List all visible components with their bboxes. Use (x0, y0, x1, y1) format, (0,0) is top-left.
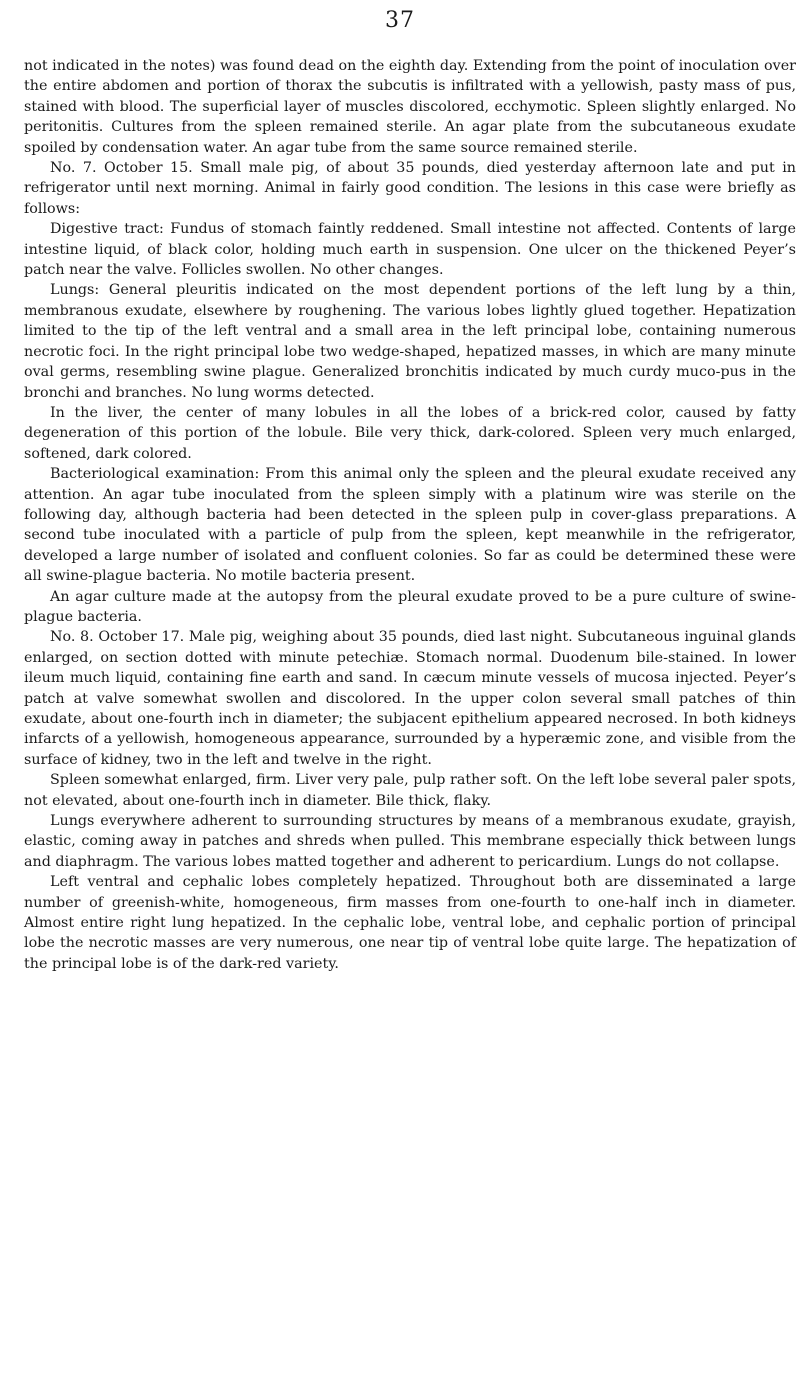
paragraph-case-7-intro: No. 7. October 15. Small male pig, of about 35 pounds, died yesterday afternoon late and put in refrigerator until next morning. Animal in fairly good condition. The lesions in this case were briefly as follows: (24, 160, 796, 217)
paragraph-case-8-intro: No. 8. October 17. Male pig, weighing about 35 pounds, died last night. Subcutaneous inguinal glands enlarged, on section dotted with minute petechiæ. Stomach normal. Duodenum bile-stained. In lower ileum much liquid, containing fine earth and sand. In cæcum minute vessels of mucosa injected. Peyer’s patch at valve somewhat swollen and discolored. In the upper colon several small patches of thin exudate, about one-fourth inch in diameter; the subjacent epithelium appeared necrosed. In both kidneys infarcts of a yellowish, homogeneous appearance, surrounded by a hyperæmic zone, and visible from the surface of kidney, two in the left and twelve in the right. (24, 629, 796, 768)
page-number: 37 (385, 8, 415, 33)
paragraph-bacteriological: Bacteriological examination: From this animal only the spleen and the pleural exudate received any attention. An agar tube inoculated from the spleen simply with a platinum wire was sterile on the following day, although bacteria had been detected in the spleen pulp in cover-glass preparations. A second tube inoculated with a particle of pulp from the spleen, kept meanwhile in the refrigerator, developed a large number of isolated and confluent colonies. So far as could be determined these were all swine-plague bacteria. No motile bacteria present. (24, 466, 796, 585)
paragraph-hepatized-lobes: Left ventral and cephalic lobes completely hepatized. Throughout both are disseminated a large number of greenish-white, homogeneous, firm masses from one-fourth to one-half inch in diameter. Almost entire right lung hepatized. In the cephalic lobe, ventral lobe, and cephalic portion of principal lobe the necrotic masses are very numerous, one near tip of ventral lobe quite large. The hepatization of the principal lobe is of the dark-red variety. (24, 874, 796, 972)
paragraph-liver: In the liver, the center of many lobules in all the lobes of a brick-red color, caused by fatty degeneration of this portion of the lobule. Bile very thick, dark-colored. Spleen very much enlarged, softened, dark colored. (24, 404, 796, 462)
body-text (24, 56, 796, 974)
paragraph-agar-culture: An agar culture made at the autopsy from the pleural exudate proved to be a pure culture of swine-plague bacteria. (24, 588, 796, 625)
paragraph-lungs-adherent: Lungs everywhere adherent to surrounding structures by means of a membranous exudate, grayish, elastic, coming away in patches and shreds when pulled. This membrane especially thick between lungs and diaphragm. The various lobes matted together and adherent to pericardium. Lungs do not collapse. (24, 813, 796, 870)
paragraph-spleen-liver: Spleen somewhat enlarged, firm. Liver very pale, pulp rather soft. On the left lobe several paler spots, not elevated, about one-fourth inch in diameter. Bile thick, flaky. (24, 772, 796, 809)
paragraph-continuation: not indicated in the notes) was found dead on the eighth day. Extending from the point of inoculation over the entire abdomen and portion of thorax the subcutis is infiltrated with a yellowish, pasty mass of pus, stained with blood. The superficial layer of muscles discolored, ecchymotic. Spleen slightly enlarged. No peritonitis. Cultures from the spleen remained sterile. An agar plate from the subcutaneous exudate spoiled by condensation water. An agar tube from the same source remained sterile. (24, 58, 796, 156)
paragraph-digestive-tract: Digestive tract: Fundus of stomach faintly reddened. Small intestine not affected. Contents of large intestine liquid, of black color, holding much earth in suspension. One ulcer on the thickened Peyer’s patch near the valve. Follicles swollen. No other changes. (24, 221, 796, 279)
paragraph-lungs: Lungs: General pleuritis indicated on the most dependent portions of the left lung by a thin, membranous exudate, elsewhere by roughening. The various lobes lightly glued together. Hepatization limited to the tip of the left ventral and a small area in the left principal lobe, containing numerous necrotic foci. In the right principal lobe two wedge-shaped, hepatized masses, in which are many minute oval germs, resembling swine plague. Generalized bronchitis indicated by much curdy muco-pus in the bronchi and branches. No lung worms detected. (24, 282, 796, 401)
